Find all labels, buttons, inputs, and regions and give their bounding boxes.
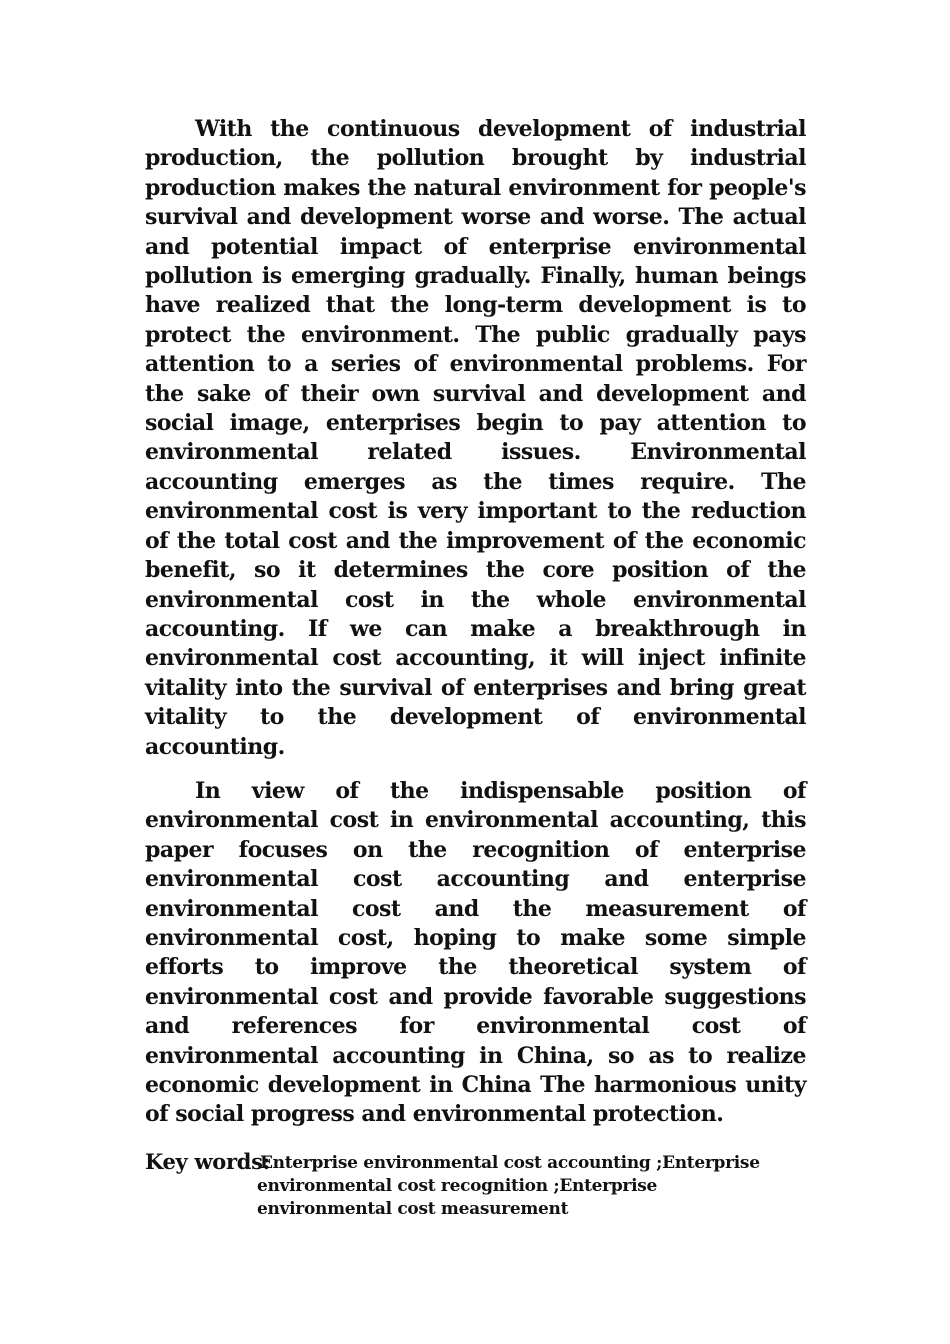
abstract-paragraph-1: With the continuous development of industrial production, the pollution brought by industrial production makes the natural environment for people's survival and development worse and worse. The actual and potential impact of enterprise environmental pollution is emerging gradually. Finally, human beings have realized that the long-term development is to protect the environment. The public gradually pays attention to a series of environmental problems. For the sake of their own survival and development and social image, enterprises begin to pay attention to environmental related issues. Environmental accounting emerges as the times require. The environmental cost is very important to the reduction of the total cost and the improvement of the economic benefit, so it determines the core position of the environmental cost in the whole environmental accounting. If we can make a breakthrough in environmental cost accounting, it will inject infinite vitality into the survival of enterprises and bring great vitality to the development of environmental accounting. [145,116,806,760]
keywords-label: Key words: [145,1148,271,1174]
keywords-text: Enterprise environmental cost accounting ;Enterprise environmental cost recognition ;Enterprise environmental cost measurement [257,1152,760,1219]
abstract-paragraph-2: In view of the indispensable position of environmental cost in environmental accounting, this paper focuses on the recognition of enterprise environmental cost accounting and enterprise environmental cost and the measurement of environmental cost, hoping to make some simple efforts to improve the theoretical system of environmental cost and provide favorable suggestions and references for environmental cost of environmental accounting in China, so as to realize economic development in China The harmonious unity of social progress and environmental protection. [145,777,806,1128]
keywords-block [145,1149,806,1221]
abstract-body [145,115,806,1221]
